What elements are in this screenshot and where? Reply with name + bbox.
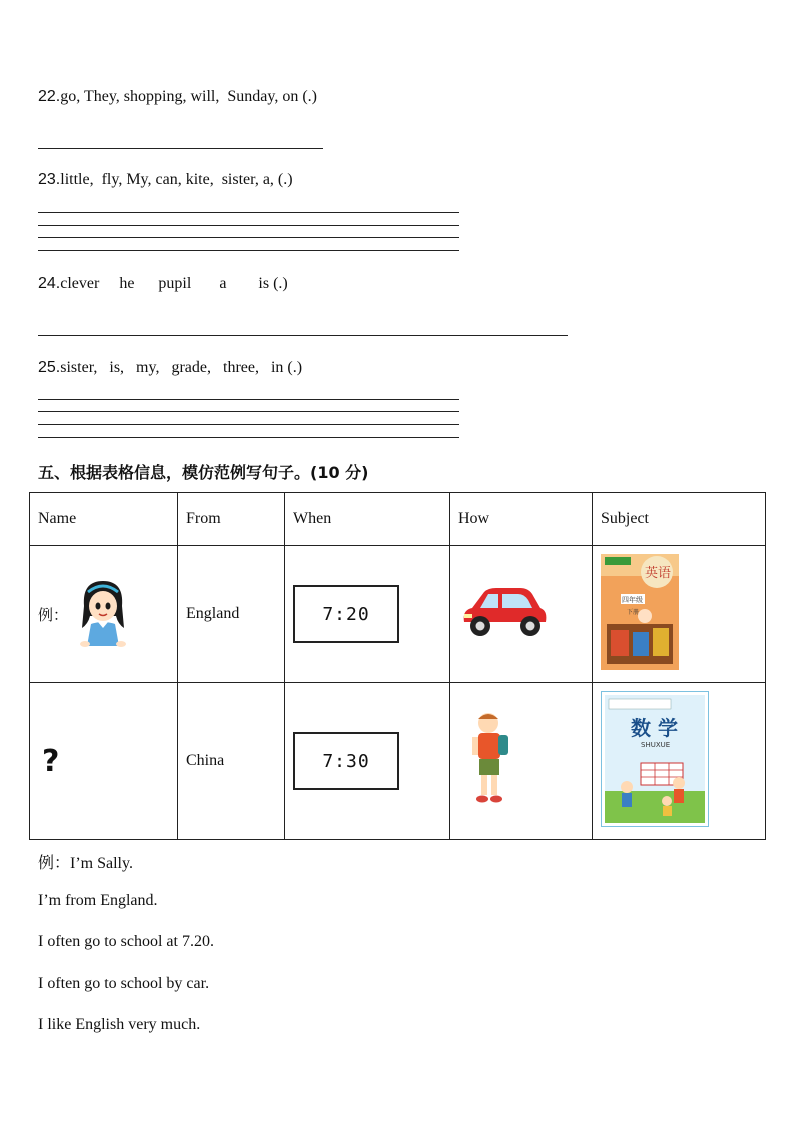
subject-cell — [593, 683, 766, 840]
question-text: clever he pupil a is (.) — [60, 275, 288, 292]
answer-line[interactable] — [38, 148, 323, 149]
question-23 — [38, 171, 293, 189]
how-cell — [450, 546, 593, 683]
name-cell — [30, 683, 178, 840]
girl-icon — [74, 576, 132, 652]
book-volume: 下册 — [627, 608, 640, 616]
question-24 — [38, 275, 288, 293]
book-title: 英语 — [645, 565, 672, 581]
answer-line[interactable] — [38, 424, 459, 425]
example-sentence-1: 例：I’m Sally. — [38, 855, 133, 872]
question-text: sister, is, my, grade, three, in (.) — [60, 359, 303, 376]
question-text: go, They, shopping, will, Sunday, on (.) — [60, 88, 317, 105]
table-header-row — [30, 493, 766, 546]
question-text: little, fly, My, can, kite, sister, a, (.) — [60, 171, 293, 188]
header-subject: Subject — [593, 493, 766, 546]
table-row — [30, 546, 766, 683]
answer-line[interactable] — [38, 237, 459, 238]
answer-line[interactable] — [38, 225, 459, 226]
when-cell — [285, 546, 450, 683]
header-from: From — [178, 493, 285, 546]
clock-display: 7:20 — [293, 585, 399, 643]
math-book-icon — [601, 691, 709, 827]
clock-display: 7:30 — [293, 732, 399, 790]
answer-line[interactable] — [38, 250, 459, 251]
when-cell — [285, 683, 450, 840]
how-cell — [450, 683, 593, 840]
question-number: 23. — [38, 171, 61, 188]
from-cell: China — [178, 683, 285, 840]
answer-line[interactable] — [38, 411, 459, 412]
answer-line[interactable] — [38, 399, 459, 400]
example-sentence-4: I often go to school by car. — [38, 975, 210, 992]
header-name: Name — [30, 493, 178, 546]
example-sentence-2: I’m from England. — [38, 892, 158, 909]
question-number: 22. — [38, 88, 61, 105]
info-table — [29, 492, 766, 840]
subject-cell — [593, 546, 766, 683]
header-when: When — [285, 493, 450, 546]
section-title: 五、根据表格信息，模仿范例写句子。(10 分) — [38, 463, 369, 482]
answer-line[interactable] — [38, 212, 459, 213]
question-number: 24. — [38, 275, 61, 292]
name-cell — [30, 546, 178, 683]
walking-boy-icon — [468, 709, 512, 809]
question-22 — [38, 88, 317, 106]
car-icon — [458, 582, 550, 642]
table-row — [30, 683, 766, 840]
header-how: How — [450, 493, 593, 546]
question-mark: ? — [42, 743, 60, 779]
english-book-icon — [601, 554, 679, 670]
book-pinyin: SHUXUE — [641, 740, 671, 749]
example-sentence-5: I like English very much. — [38, 1016, 201, 1033]
answer-line[interactable] — [38, 437, 459, 438]
answer-line[interactable] — [38, 335, 568, 336]
from-cell: England — [178, 546, 285, 683]
example-sentence-3: I often go to school at 7.20. — [38, 933, 214, 950]
book-grade: 四年级 — [622, 595, 643, 604]
book-title: 数 学 — [631, 715, 678, 740]
question-25 — [38, 359, 302, 377]
example-label: 例： — [38, 605, 69, 624]
question-number: 25. — [38, 359, 61, 376]
